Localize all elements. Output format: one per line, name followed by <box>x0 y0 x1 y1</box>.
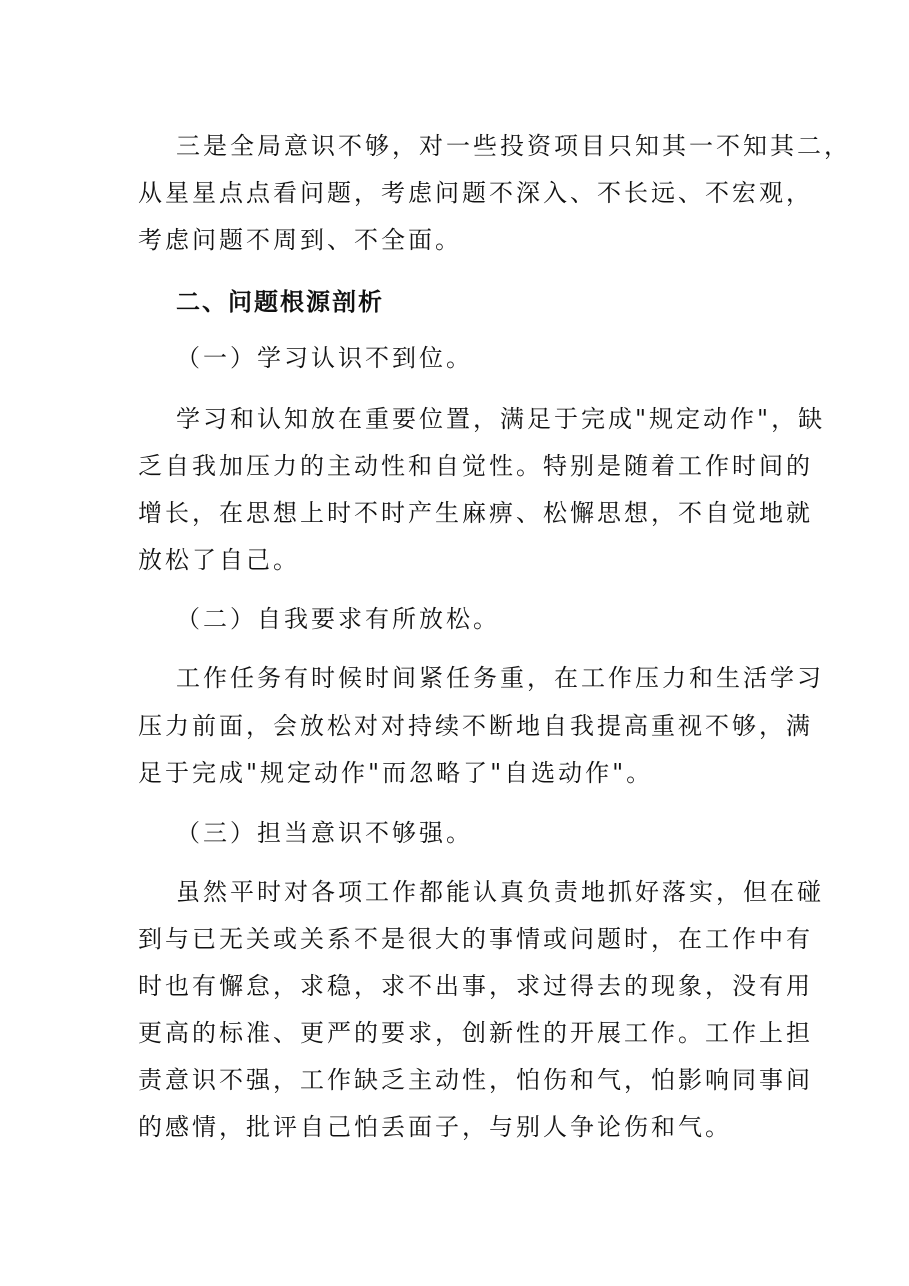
paragraph-line: 从星星点点看问题，考虑问题不深入、不长远、不宏观， <box>138 179 813 207</box>
subsection-heading: （三）担当意识不够强。 <box>176 819 473 847</box>
subsection-heading: （二）自我要求有所放松。 <box>176 605 500 633</box>
paragraph-line: 工作任务有时候时间紧任务重，在工作压力和生活学习 <box>176 664 824 692</box>
paragraph-line: 增长，在思想上时不时产生麻痹、松懈思想，不自觉地就 <box>138 499 813 527</box>
paragraph-line: 的感情，批评自己怕丢面子，与别人争论伤和气。 <box>138 1113 732 1141</box>
paragraph-line: 更高的标准、更严的要求，创新性的开展工作。工作上担 <box>138 1019 813 1047</box>
subsection-heading: （一）学习认识不到位。 <box>176 344 473 372</box>
paragraph-line: 足于完成"规定动作"而忽略了"自选动作"。 <box>138 759 654 787</box>
section-heading: 二、问题根源剖析 <box>176 288 384 316</box>
paragraph-line: 时也有懈怠，求稳，求不出事，求过得去的现象，没有用 <box>138 972 813 1000</box>
paragraph-line: 三是全局意识不够，对一些投资项目只知其一不知其二， <box>176 132 851 160</box>
paragraph-line: 学习和认知放在重要位置，满足于完成"规定动作"，缺 <box>176 405 826 433</box>
paragraph-line: 责意识不强，工作缺乏主动性，怕伤和气，怕影响同事间 <box>138 1066 813 1094</box>
paragraph-line: 放松了自己。 <box>138 546 300 574</box>
paragraph-line: 到与已无关或关系不是很大的事情或问题时，在工作中有 <box>138 925 813 953</box>
paragraph-line: 压力前面，会放松对对持续不断地自我提高重视不够，满 <box>138 712 813 740</box>
paragraph-line: 乏自我加压力的主动性和自觉性。特别是随着工作时间的 <box>138 452 813 480</box>
paragraph-line: 虽然平时对各项工作都能认真负责地抓好落实，但在碰 <box>176 878 824 906</box>
paragraph-line: 考虑问题不周到、不全面。 <box>138 226 462 254</box>
